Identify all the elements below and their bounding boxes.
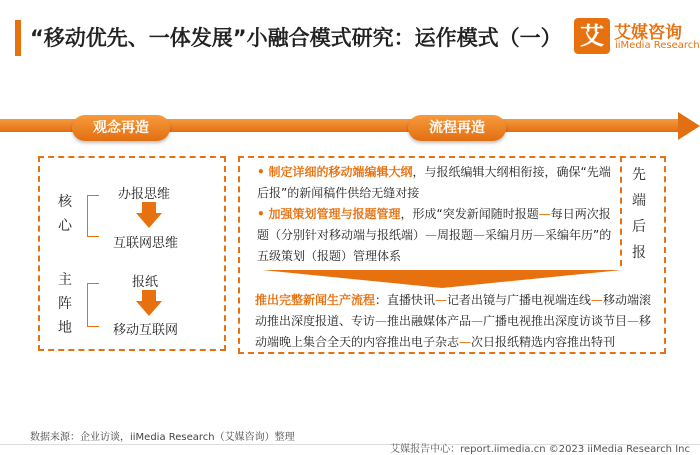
title-accent-bar xyxy=(15,20,21,56)
workflow-step: 移动端晚上集合全天的内容推出电子杂志 xyxy=(255,314,652,349)
dash: — xyxy=(375,314,388,328)
side-divider xyxy=(620,156,622,266)
footer-text: 艾媒报告中心：report.iimedia.cn ©2023 iiMedia Research Inc xyxy=(390,444,690,455)
page-title: “移动优先、一体发展”小融合模式研究：运作模式（一） xyxy=(30,26,562,50)
data-source: 数据来源：企业访谈，iiMedia Research（艾媒咨询）整理 xyxy=(30,432,295,443)
core-from: 办报思维 xyxy=(118,187,171,202)
wedge-arrow xyxy=(262,270,622,288)
bullet-1-highlight: 制定详细的移动端编辑大纲 xyxy=(268,165,413,179)
bullet-2-text: 周报题 xyxy=(437,228,474,242)
down-arrow-icon xyxy=(136,202,162,228)
dash: — xyxy=(533,228,546,242)
right-header-pill: 流程再造 xyxy=(408,115,506,141)
workflow-text xyxy=(255,290,660,353)
dash: — xyxy=(538,207,551,221)
left-header-pill: 观念再造 xyxy=(72,115,170,141)
bullet-2-text: 采编年历”的五级策划（报题）管理体系 xyxy=(257,228,612,263)
core-brace xyxy=(87,195,99,237)
dash: — xyxy=(471,314,484,328)
side-label-xdhb: 先端后报 xyxy=(632,167,646,261)
body-brace xyxy=(87,283,99,327)
workflow-step: ：直播快讯 xyxy=(375,293,436,307)
bullet-2-text: 采编月历 xyxy=(485,228,534,242)
logo-name-en: iiMedia Research xyxy=(615,40,700,51)
down-arrow-icon xyxy=(136,290,162,316)
core-to: 互联网思维 xyxy=(113,236,179,251)
body-to: 移动互联网 xyxy=(113,323,179,338)
dash: — xyxy=(435,293,448,307)
bullet-2-text: ，形成“突发新闻随时报题 xyxy=(400,207,539,221)
bullet-2-highlight: 加强策划管理与报题管理 xyxy=(268,207,401,221)
bullet-1-text: ，与报纸编辑大纲相衔接，确保“先端后报”的新闻稿件供给无缝对接 xyxy=(257,165,611,200)
dash: — xyxy=(459,335,472,349)
dash: — xyxy=(473,228,486,242)
logo-name-cn: 艾媒咨询 xyxy=(614,23,682,43)
bullet-1: • 制定详细的移动端编辑大纲，与报纸编辑大纲相衔接，确保“先端后报”的新闻稿件供给无缝对接 xyxy=(257,165,611,200)
workflow-step: 推出融媒体产品 xyxy=(387,314,472,328)
bullet-2: • 加强策划管理与报题管理，形成“突发新闻随时报题—每日两次报题（分别针对移动端与报纸端）—周报题—采编月历—采编年历”的五级策划（报题）管理体系 xyxy=(257,207,612,263)
core-label: 核心 xyxy=(58,194,72,234)
dash: — xyxy=(627,314,640,328)
workflow-step: 广播电视推出深度访谈节目 xyxy=(483,314,628,328)
workflow-step: 次日报纸精选内容推出特刊 xyxy=(471,335,616,349)
body-label: 主阵地 xyxy=(58,272,72,336)
body-from: 报纸 xyxy=(132,275,159,290)
dash: — xyxy=(591,293,604,307)
workflow-highlight: 推出完整新闻生产流程 xyxy=(255,293,376,307)
dash: — xyxy=(425,228,438,242)
logo-char: 艾 xyxy=(580,22,604,50)
workflow-step: 移动端滚动推出深度报道、专访 xyxy=(255,293,652,328)
workflow-step: 记者出镜与广播电视端连线 xyxy=(447,293,592,307)
bullet-2-text: 每日两次报题（分别针对移动端与报纸端） xyxy=(257,207,611,242)
